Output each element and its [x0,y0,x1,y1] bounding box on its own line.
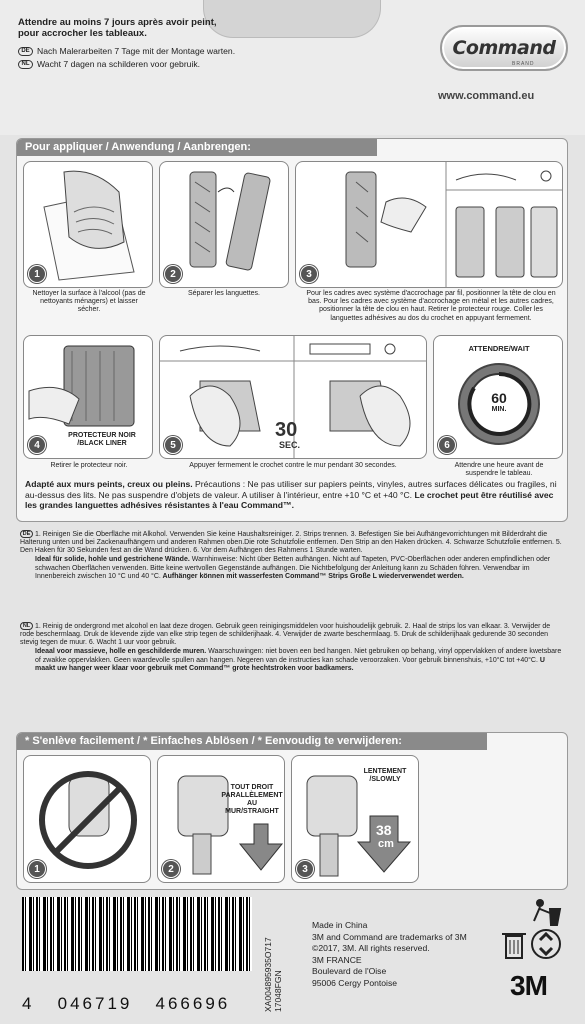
step-6-caption: Attendre une heure avant de suspendre le tableau. [454,462,544,478]
step-4-caption: Retirer le protecteur noir. [50,462,128,469]
step-1-caption: Nettoyer la surface à l'alcool (pas de nettoyants ménagers) et laisser sécher. [32,290,146,314]
de-ideal: Ideal für solide, hohle und gestrichene Wände. Warnhinweise: Nicht über Betten aufhängen. Nicht auf Tapeten, PVC-Oberflächen oder anderen empfindlichen oder schwachen Oberflächen verwenden. Bitte keine wertvollen Gegenstände aufhängen. Die Nichtbefolgung der Anleitung kann zu Schäden führen. Verwendbar im Innenbereich zwischen 10 °C und 40 °C. Aufhänger können mit wasserfesten Command™ Strips Große L wiederverwendet werden. [35,556,551,580]
recycle-bin-icon [500,928,528,960]
de-instructions: DE 1. Reinigen Sie die Oberfläche mit Alkohol. Verwenden Sie keine Haushaltsreiniger. 2. Strips trennen. 3. Befestigen Sie bei Aufhängevorrichtungen mit Bilderdraht die Halterung unten und bei Zackenaufhängern und anderen Rahmen oben.Die rote Schutzfolie entfernen. Den Strip an den Haken drücken. 4. Schwarze Schutzfolie entfernen. 5. Den Haken für 30 Sekunden fest an die Wand drücken. 6. Vor dem Aufhängen des Rahmens 1 Stunde warten. Ideal für solide, hohle und gestrichene Wände. Warnhinweise: Nicht über Betten aufhängen. Nicht auf Tapeten, PVC-Oberflächen oder anderen empfindlichen oder schwachen Oberflächen verwenden. Bitte keine wertvollen Gegenstände aufhängen. Die Nichtbefolgung der Anleitung kann zu Schäden führen. Verwendbar im Innenbereich zwischen 10 °C und 40 °C. Aufhänger können mit wasserfesten Command™ Strips Große L wiederverwendet werden. [20,530,565,581]
3m-logo: 3M [510,970,547,1001]
slowly-label: LENTEMENT /SLOWLY [363,768,407,783]
legal-info: Made in China 3M and Command are trademarks of 3M ©2017, 3M. All rights reserved. 3M FRANCE Boulevard de l'Oise 95006 Cergy Pontoise [312,920,467,988]
seconds-value: 30 [275,419,298,441]
remove-step-3-panel [291,755,419,883]
de-paint-warning: DE Nach Malerarbeiten 7 Tage mit der Montage warten. [18,46,235,56]
vertical-codes: XA004895935O717 17048FGN [263,937,283,1012]
top-header [0,0,585,135]
fr-note: Adapté aux murs peints, creux ou pleins. Précautions : Ne pas utiliser sur papiers peints, vinyles, autres surfaces délicates ou fragiles, ni au-dessus des lits. Ne pas suspendre d'objets de valeur. A utiliser à l'intérieur, entre +10 °C et +40 °C. Le crochet peut être réutilisé avec les grandes languettes adhésives résistantes à l'eau Command™. [25,479,557,510]
distance-unit: cm [378,838,394,850]
step-number: 4 [28,436,46,454]
step-number: 5 [164,436,182,454]
remove-title: * S'enlève facilement / * Einfaches Ablösen / * Eenvoudig te verwijderen: [17,733,487,750]
recycling-loop-icon [530,928,562,960]
remove-step-1-panel [23,755,151,883]
remove-step-2-panel [157,755,285,883]
step-6-panel [433,335,563,459]
minutes-label: MIN. [491,406,507,413]
distance-value: 38 [376,822,392,838]
nl-instructions: NL 1. Reinig de ondergrond met alcohol en laat deze drogen. Gebruik geen reinigingsmiddelen voor huishoudelijk gebruik. 2. Haal de strips los van elkaar. 3. Verwijder de rode beschermlaag. Druk de klevende zijde van elke strip tegen de schilderijhaak. 4. Verwijder de zwarte beschermlaag. 5. Druk de schilderijhaak gedurende 30 seconden stevig tegen de muur. 6. Wacht 1 uur voor gebruik. Ideaal voor massieve, holle en geschilderde muren. Waarschuwingen: niet boven een bed hangen. Niet gebruiken op behang, vinyl oppervlakken of andere kwetsbare of zwakke oppervlakken. Geen waardevolle spullen aan hangen. Negeren van de instructies kan schade veroorzaken. Voor gebruik binnenshuis, +10°C tot +40°C. U maakt uw hanger weer klaar voor gebruik met Command™ grote hechtstroken voor badkamers. [20,622,565,673]
seconds-label: SEC. [279,440,301,450]
step-number: 3 [300,265,318,283]
black-liner-label: PROTECTEUR NOIR /BLACK LINER [68,432,136,447]
website-url: www.command.eu [438,90,535,102]
barcode [22,897,252,971]
step-5-caption: Appuyer fermement le crochet contre le mur pendant 30 secondes. [189,462,397,469]
fr-paint-warning: Attendre au moins 7 jours après avoir peint, pour accrocher les tableaux. [18,17,217,39]
step-2-caption: Séparer les languettes. [188,290,260,297]
step-number: 1 [28,860,46,878]
step-number: 3 [296,860,314,878]
attach-strips-illustration [296,162,563,288]
barcode-digits: 4 046719 466696 [22,994,231,1013]
nl-paint-warning: NL Wacht 7 dagen na schilderen voor gebruik. [18,59,200,69]
nl-ideal: Ideaal voor massieve, holle en geschilderde muren. Waarschuwingen: niet boven een bed hangen. Niet gebruiken op behang, vinyl oppervlakken of andere kwetsbare of zwakke oppervlakken. Geen waardevolle spullen aan hangen. Negeren van de instructies kan schade veroorzaken. Voor gebruik binnenshuis, +10°C tot +40°C. U maakt uw hanger weer klaar voor gebruik met Command™ grote hechtstroken voor badkamers. [35,648,562,672]
step-number: 2 [162,860,180,878]
step-number: 2 [164,265,182,283]
step-2-panel [159,161,289,288]
command-logo: Command BRAND [440,25,568,71]
step-3-caption: Pour les cadres avec système d'accrochage par fil, positionner la tête de clou en bas. Pour les cadres avec système d'accrochage en métal et les autres cadres, positionner la tête de clou en haut. Retirer le protecteur rouge. Coller les languettes adhésives au dos du crochet en appuyant fermement. [306,290,556,322]
tidyman-icon [530,897,564,927]
step-number: 6 [438,436,456,454]
step-5-panel [159,335,427,459]
remove-section [16,732,568,890]
apply-section [16,138,568,522]
step-1-panel [23,161,153,288]
straight-label: TOUT DROIT PARALLÈLEMENT AU MUR/STRAIGHT [221,784,283,815]
minutes-value: 60 [491,390,507,406]
wait-label: ATTENDRE/WAIT [468,344,530,353]
step-3-panel [295,161,563,288]
step-number: 1 [28,265,46,283]
apply-title: Pour appliquer / Anwendung / Aanbrengen: [17,139,377,156]
step-4-panel [23,335,153,459]
